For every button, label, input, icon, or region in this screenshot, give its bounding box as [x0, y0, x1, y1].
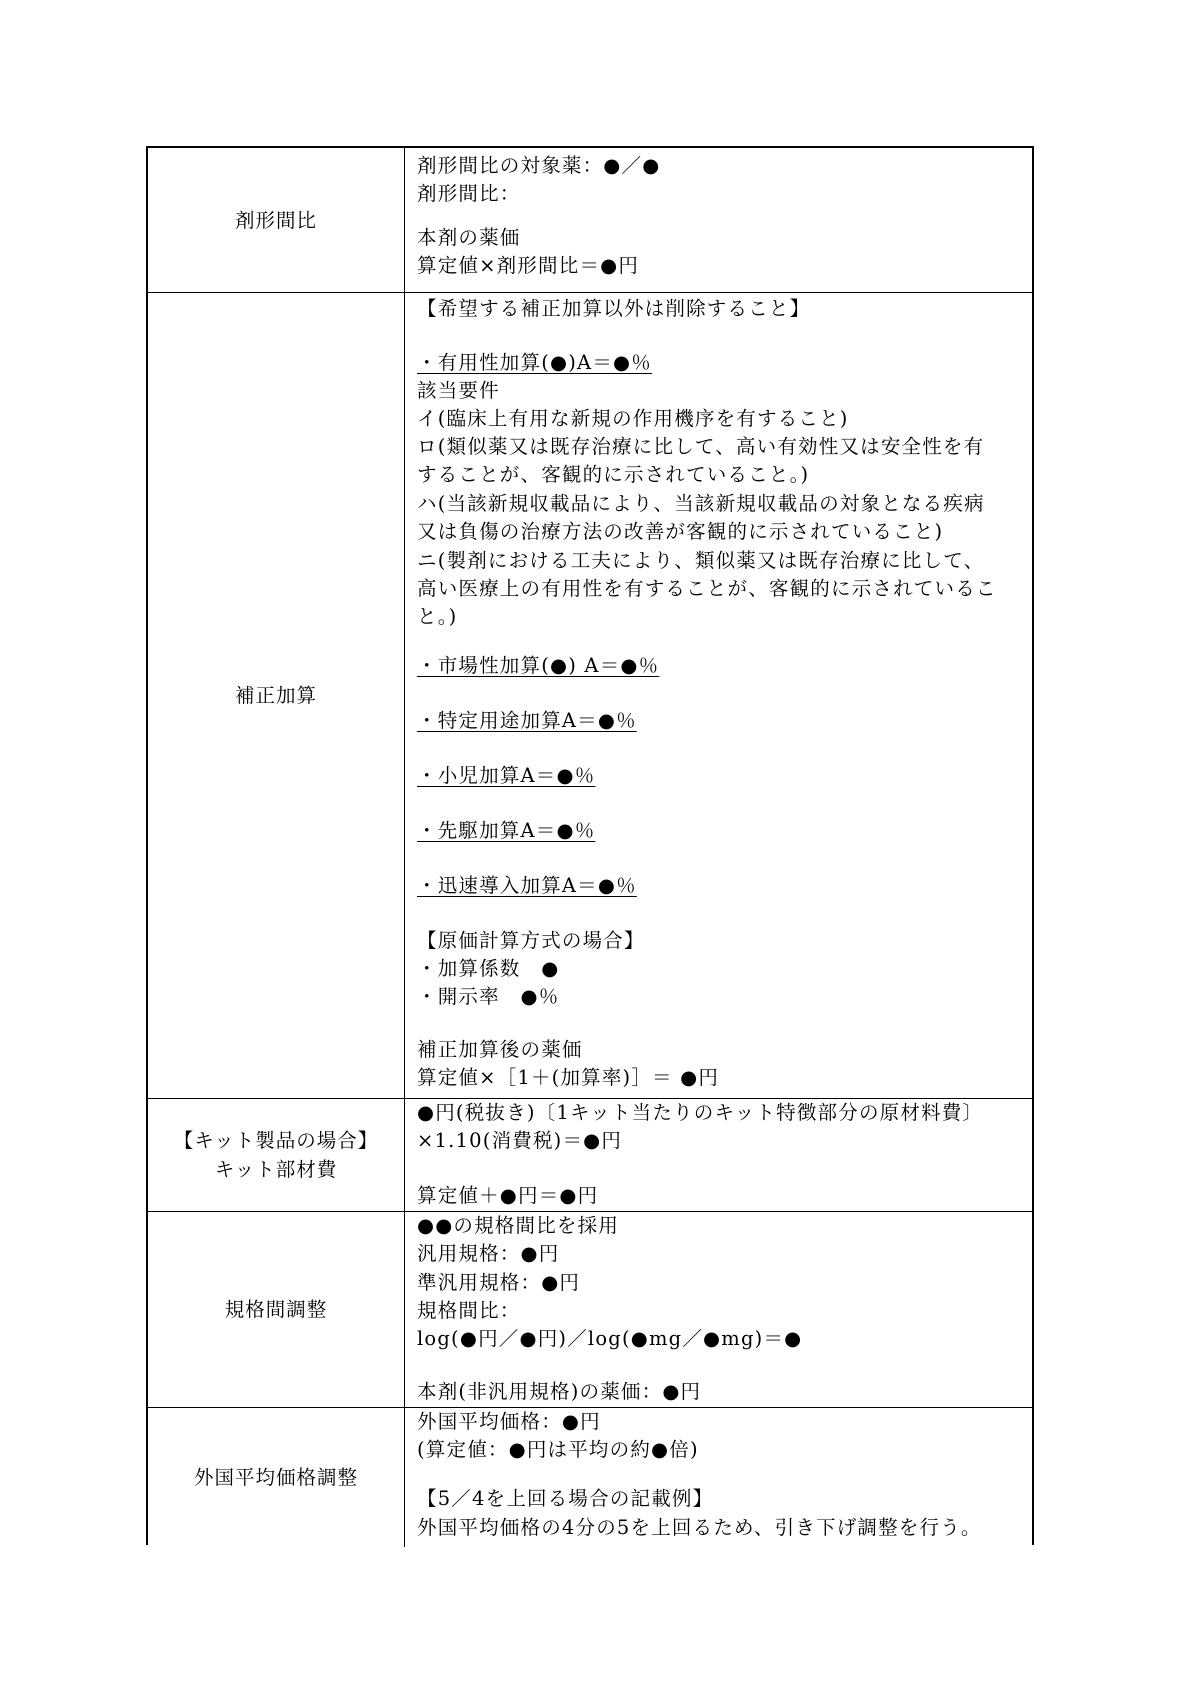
drug-price-table: [146, 146, 1034, 1545]
premium-item-pediatric: ・小児加算A＝●％: [417, 764, 596, 787]
content-line: 汎用規格：●円: [417, 1242, 560, 1265]
content-line: 算定値×［1＋(加算率)］＝ ●円: [417, 1066, 720, 1089]
table-row-correction-premium: [148, 293, 1032, 1099]
premium-item-marketability: ・市場性加算(●) A＝●％: [417, 654, 660, 677]
content-line: ●円(税抜き)〔1キット当たりのキット特徴部分の原材料費〕: [417, 1101, 984, 1124]
row-label: 剤形間比: [234, 208, 317, 232]
content-line: 【5／4を上回る場合の記載例】: [417, 1487, 714, 1510]
row-label-cell: [148, 148, 405, 292]
content-line: 【希望する補正加算以外は削除すること】: [417, 297, 811, 320]
row-content-cell: [405, 1099, 1032, 1211]
content-line: 又は負傷の治療方法の改善が客観的に示されていること): [417, 520, 944, 543]
content-line: 剤形間比の対象薬：●／●: [417, 154, 661, 177]
content-line: ×1.10(消費税)＝●円: [417, 1129, 623, 1152]
row-content-cell: [405, 1408, 1032, 1547]
row-content-cell: [405, 1212, 1032, 1407]
content-line: 算定値＋●円＝●円: [417, 1184, 599, 1207]
content-line: ●●の規格間比を採用: [417, 1214, 620, 1237]
content-line: (算定値：●円は平均の約●倍): [417, 1438, 699, 1461]
row-label: 【キット製品の場合】: [173, 1129, 379, 1152]
row-label-cell: [148, 1212, 405, 1407]
content-line: ・開示率 ●％: [417, 985, 560, 1008]
row-label: 規格間調整: [224, 1298, 328, 1321]
premium-item-usefulness: ・有用性加算(●)A＝●％: [417, 351, 652, 374]
row-label-cell: [148, 1099, 405, 1211]
content-line: 外国平均価格の4分の5を上回るため、引き下げ調整を行う。: [417, 1516, 982, 1539]
content-line: 【原価計算方式の場合】: [417, 929, 645, 952]
content-line: 規格間比：: [417, 1299, 521, 1322]
row-label-cell: [148, 293, 405, 1098]
table-row-dosage-form-ratio: [148, 148, 1032, 293]
content-line: 高い医療上の有用性を有することが、客観的に示されているこ: [417, 577, 997, 600]
content-line: ニ(製剤における工夫により、類似薬又は既存治療に比して、: [417, 549, 985, 572]
premium-item-pioneer: ・先駆加算A＝●％: [417, 819, 596, 842]
premium-item-specific-use: ・特定用途加算A＝●％: [417, 709, 637, 732]
row-label-cell: [148, 1408, 405, 1547]
table-row-kit-materials: [148, 1099, 1032, 1212]
content-line: イ(臨床上有用な新規の作用機序を有すること): [417, 407, 849, 430]
content-line: ハ(当該新規収載品により、当該新規収載品の対象となる疾病: [417, 492, 985, 515]
row-content-cell: [405, 293, 1032, 1098]
row-label: キット部材費: [214, 1158, 338, 1181]
content-line: ・加算係数 ●: [417, 957, 560, 980]
content-line: ロ(類似薬又は既存治療に比して、高い有効性又は安全性を有: [417, 435, 985, 458]
table-row-foreign-average-price: [148, 1408, 1032, 1547]
content-line: log(●円／●円)／log(●mg／●mg)＝●: [417, 1327, 803, 1350]
content-line: 剤形間比：: [417, 182, 521, 205]
content-line: 外国平均価格：●円: [417, 1410, 601, 1433]
content-line: 算定値×剤形間比＝●円: [417, 254, 640, 277]
content-line: 該当要件: [417, 379, 500, 402]
premium-item-rapid-introduction: ・迅速導入加算A＝●％: [417, 874, 637, 897]
table-row-standard-adjustment: [148, 1212, 1032, 1408]
content-line: 準汎用規格：●円: [417, 1271, 581, 1294]
row-label: 外国平均価格調整: [193, 1466, 358, 1489]
content-line: 補正加算後の薬価: [417, 1038, 583, 1061]
content-line: 本剤(非汎用規格)の薬価：●円: [417, 1380, 702, 1403]
content-line: することが、客観的に示されていること。): [417, 463, 810, 486]
content-line: と。): [417, 605, 458, 628]
row-label: 補正加算: [234, 684, 317, 707]
content-line: 本剤の薬価: [417, 226, 521, 249]
row-content-cell: [405, 148, 1032, 292]
